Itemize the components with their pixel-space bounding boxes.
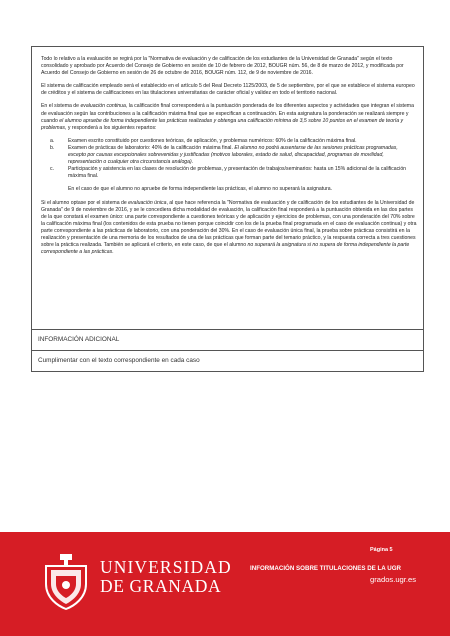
paragraph-practicas: En el caso de que el alumno no apruebe de forma independiente las prácticas, el alumno no superará la asignatura. [68, 186, 333, 193]
list-item [41, 138, 417, 145]
footer-info: INFORMACIÓN SOBRE TITULACIONES DE LA UGR [250, 565, 402, 572]
section-body: Cumplimentar con el texto correspondiente en cada caso [38, 357, 200, 364]
list-item-text: Examen escrito constituido por cuestiones teóricas, de aplicación, y problemas numéricos: 60% de la calificación máxima final. [68, 137, 357, 144]
university-crest-icon [40, 554, 92, 610]
list-marker: a. [50, 137, 55, 144]
evaluation-table [31, 46, 424, 372]
footer-url-link[interactable]: grados.ugr.es [370, 575, 417, 584]
text-fragment: En el sistema de [41, 103, 81, 110]
paragraph-normativa: Todo lo relativo a la evaluación se regirá por la "Normativa de evaluación y de calificación de los estudiantes de la Universidad de Granada" según el texto consolidado y aprobado por Acuerdo del Consejo de Gobierno en sesión de 10 de febrero de 2012, BOUGR núm. 56, de 8 de marzo de 2012, y modificada por Acuerdo del Consejo de Gobierno en sesión de 26 de octubre de 2016, BOUGR núm. 112, de 9 de noviembre de 2016. [41, 56, 404, 77]
section-title: INFORMACIÓN ADICIONAL [32, 329, 423, 351]
paragraph-evaluacion-unica [41, 200, 417, 257]
text-fragment: , la calificación final corresponderá a la puntuación ponderada de los diferentes aspectos y actividades que integran el sistema de evaluación según las contribuciones a la calificación máxima final que se especifican a continuación. En esta asignatura la ponderación se realizará siempre y cuando [41, 103, 414, 124]
list-item-text: Participación y asistencia en las clases de resolución de problemas, y presentación de trabajos/seminarios: hasta un 15% adicional de la calificación máxima final. [68, 166, 407, 180]
emphasis-evaluacion-continua: evaluación continua [80, 103, 126, 110]
list-item-italic: El alumno no podrá ausentarse de las sesiones prácticas programadas, excepto por causas excepcionales sobrevenidas y justificadas (motivos laborales, estado de salud, discapacidad, programas de movilidad, representación o cualquier otra circunstancia análoga). [68, 144, 398, 166]
text-fragment: . [112, 249, 114, 256]
list-marker: c. [50, 166, 54, 173]
list-item [41, 145, 417, 166]
paragraph-evaluacion-continua [41, 103, 417, 131]
emphasis-no-superara: no superará la asignatura si no supera de forma independiente la parte correspondiente a las prácticas [41, 242, 410, 256]
evaluation-cell [32, 47, 423, 330]
footer-band [0, 532, 450, 636]
grading-list [41, 138, 417, 181]
page-number: Página 5 [370, 547, 393, 553]
university-name-line1: UNIVERSIDAD [100, 557, 232, 577]
paragraph-sistema-calificacion: El sistema de calificación empleado será el establecido en el artículo 5 del Real Decreto 1125/2003, de 5 de septiembre, por el que se establece el sistema europeo de créditos y el sistema de calificaciones en las titulaciones universitarias de carácter oficial y validez en todo el territorio nacional. [41, 83, 415, 97]
text-fragment: , al que hace referencia la "Normativa de evaluación y de calificación de los estudiantes de la Universidad de Granada" de 9 de noviembre de 2016, y se le concediera dicha modalidad de evaluación, la calificación final responderá a la puntuación obtenida en las dos partes de la que constará el examen único: una parte correspondiente a cuestiones teóricas y de aplicación y ejercicios de problemas, con una ponderación del 70% sobre la calificación máxima final (los contenidos de esta prueba no tienen porque coincidir con los de la prueba final programada en el caso de evaluación continua) y otra parte correspondiente a las prácticas de laboratorio, con una ponderación del 30%. En el caso de evaluación única final, la prueba sobre prácticas consistirá en la realización y presentación de una memoria de los resultados de una de las prácticas que forman parte del temario práctico, y la respuesta correcta a tres cuestiones sobre la práctica realizada. También se aplicará el criterio, en este caso, de que el alumno [41, 199, 417, 249]
list-marker: b. [50, 144, 55, 151]
text-fragment: , y responderá a los siguientes repartos: [65, 124, 157, 131]
evaluation-content [32, 47, 423, 256]
university-name-line2: DE GRANADA [100, 576, 222, 596]
list-item [41, 166, 417, 180]
emphasis-condicion: el alumno apruebe de forma independiente las prácticas realizadas y obtenga una calificación mínima de 3,5 sobre 10 puntos en el examen de teoría y problemas [41, 117, 404, 131]
text-fragment: Si el alumno optase por el sistema de [41, 199, 129, 206]
list-item-text: Examen de prácticas de laboratorio: 40% de la calificación máxima final. [68, 144, 235, 151]
emphasis-evaluacion-unica: evaluación única [128, 199, 167, 206]
